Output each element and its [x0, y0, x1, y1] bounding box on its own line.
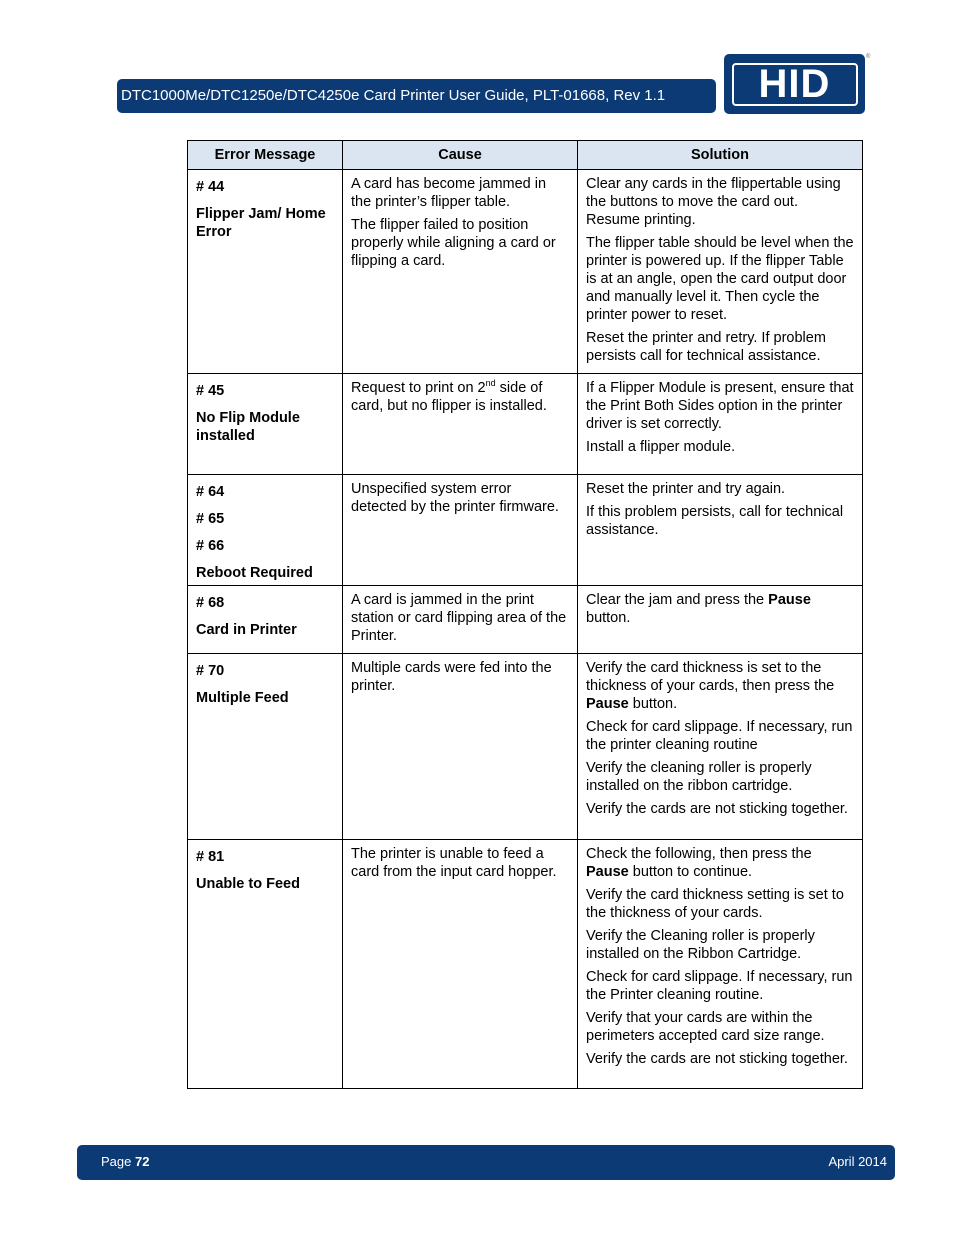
table-row — [188, 475, 863, 586]
pause-button-ref: Pause — [768, 592, 811, 608]
cause-text: The flipper failed to position properly while aligning a card or flipping a card. — [351, 217, 556, 269]
solution-text-part: Clear the jam and press the — [586, 592, 769, 608]
cause-text-part: Request to print on 2 — [351, 380, 486, 396]
cause-text — [351, 379, 569, 415]
solution-text-part: button. — [628, 696, 678, 712]
table-row — [188, 840, 863, 1089]
error-code: # 66 — [196, 538, 225, 554]
solution-cell — [578, 170, 863, 374]
solution-cell — [578, 840, 863, 1089]
header-cause: Cause — [343, 141, 578, 170]
table-row — [188, 654, 863, 840]
hid-logo — [724, 54, 865, 114]
table-row — [188, 170, 863, 374]
document-header-title: DTC1000Me/DTC1250e/DTC4250e Card Printer User Guide, PLT-01668, Rev 1.1 — [117, 79, 716, 113]
page-number: 72 — [134, 1154, 150, 1169]
cause-cell — [343, 654, 578, 840]
solution-text: Verify the Cleaning roller is properly installed on the Ribbon Cartridge. — [586, 928, 815, 962]
error-code: # 65 — [196, 511, 225, 527]
solution-text-part: button. — [586, 610, 631, 626]
solution-text — [586, 659, 854, 713]
solution-text: Verify that your cards are within the perimeters accepted card size range. — [586, 1010, 825, 1044]
cause-text: A card has become jammed in the printer’s flipper table. — [351, 176, 547, 210]
cause-text: Multiple cards were fed into the printer. — [351, 660, 552, 694]
error-code: # 68 — [196, 595, 225, 611]
publication-date: April 2014 — [828, 1154, 887, 1169]
table-header-row — [188, 141, 863, 170]
error-code: # 81 — [196, 849, 225, 865]
table-row — [188, 586, 863, 654]
error-label: Card in Printer — [196, 622, 297, 638]
error-code: # 45 — [196, 383, 225, 399]
cause-text: The printer is unable to feed a card from the input card hopper. — [351, 846, 557, 880]
header-error-message: Error Message — [188, 141, 343, 170]
cause-cell — [343, 586, 578, 654]
error-code-cell — [188, 475, 343, 586]
cause-cell — [343, 374, 578, 475]
page-prefix: Page — [101, 1154, 135, 1169]
table-row — [188, 374, 863, 475]
error-code: # 70 — [196, 663, 225, 679]
error-label: Multiple Feed — [196, 690, 289, 706]
error-code: # 64 — [196, 484, 225, 500]
solution-text: Reset the printer and retry. If problem persists call for technical assistance. — [586, 330, 826, 364]
solution-text-part: button to continue. — [628, 864, 753, 880]
error-code-cell — [188, 374, 343, 475]
page-footer — [77, 1145, 895, 1180]
cause-text-part: side of card, but no flipper is installed. — [351, 380, 547, 414]
solution-text: If a Flipper Module is present, ensure that the Print Both Sides option in the printer driver is set correctly. — [586, 380, 854, 432]
error-label: No Flip Module installed — [196, 410, 300, 444]
error-code: # 44 — [196, 179, 225, 195]
cause-cell — [343, 840, 578, 1089]
solution-cell — [578, 374, 863, 475]
solution-text: Clear any cards in the flippertable using the buttons to move the card out. Resume printing. — [586, 176, 841, 228]
solution-text — [586, 845, 854, 881]
cause-cell — [343, 475, 578, 586]
error-code-cell — [188, 586, 343, 654]
pause-button-ref: Pause — [586, 864, 629, 880]
cause-text: Unspecified system error detected by the printer firmware. — [351, 481, 559, 515]
solution-text: Verify the cards are not sticking together. — [586, 1051, 848, 1067]
error-message-table — [187, 140, 863, 1089]
cause-text: A card is jammed in the print station or card flipping area of the Printer. — [351, 592, 567, 644]
error-code-cell — [188, 654, 343, 840]
error-label: Reboot Required — [196, 565, 313, 581]
error-code-cell — [188, 840, 343, 1089]
hid-logo-frame — [732, 63, 858, 106]
solution-text: Reset the printer and try again. — [586, 481, 786, 497]
solution-text: Check for card slippage. If necessary, run the Printer cleaning routine. — [586, 969, 853, 1003]
error-label: Flipper Jam/ Home Error — [196, 206, 326, 240]
solution-text: Check for card slippage. If necessary, run the printer cleaning routine — [586, 719, 853, 753]
hid-logo-text: HID — [758, 62, 831, 106]
cause-cell — [343, 170, 578, 374]
solution-text: Install a flipper module. — [586, 439, 736, 455]
error-code-cell — [188, 170, 343, 374]
ordinal-suffix: nd — [485, 378, 496, 389]
pause-button-ref: Pause — [586, 696, 629, 712]
solution-text-part: Check the following, then press the — [586, 846, 812, 862]
solution-text — [586, 591, 854, 627]
solution-text: Verify the card thickness setting is set to the thickness of your cards. — [586, 887, 844, 921]
header-solution: Solution — [578, 141, 863, 170]
solution-text: Verify the cleaning roller is properly installed on the ribbon cartridge. — [586, 760, 812, 794]
registered-mark: ® — [866, 54, 871, 60]
error-label: Unable to Feed — [196, 876, 300, 892]
solution-text: If this problem persists, call for technical assistance. — [586, 504, 844, 538]
solution-cell — [578, 654, 863, 840]
solution-text-part: Verify the card thickness is set to the thickness of your cards, then press the — [586, 660, 835, 694]
solution-text: The flipper table should be level when the printer is powered up. If the flipper Table is at an angle, open the card output door and manually level it. Then cycle the printer power to reset. — [586, 235, 854, 323]
solution-cell — [578, 475, 863, 586]
solution-cell — [578, 586, 863, 654]
solution-text: Verify the cards are not sticking together. — [586, 801, 848, 817]
page-number-label — [101, 1154, 149, 1169]
